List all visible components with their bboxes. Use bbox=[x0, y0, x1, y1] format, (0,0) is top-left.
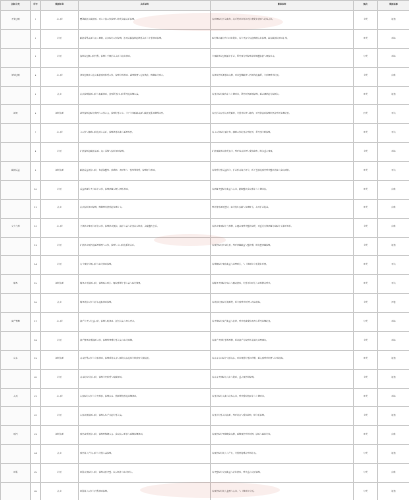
cell-relation: 运行指标的统计范围与口径定义，说明计算公式、分子分母取数来源与数据更新周期等内容。 bbox=[79, 105, 211, 124]
cell-relation: 创新投入口径与归集规则说明。 bbox=[79, 482, 211, 500]
cell-value: 按项目统计检查结果，列示问题数量与整改率，附典型问题说明。 bbox=[211, 237, 354, 256]
cell-frequency: 月度 bbox=[354, 199, 378, 218]
cell-index: 12 bbox=[31, 218, 41, 237]
cell-tag: 扩展 bbox=[41, 29, 79, 48]
header-cell: 数据标签 bbox=[41, 1, 79, 11]
header-cell: 序号 bbox=[31, 1, 41, 11]
cell-category: 规划层级 bbox=[1, 67, 31, 86]
cell-frequency: 月度 bbox=[354, 388, 378, 407]
cell-value: 按项目统计里程碑完成率，延期项目列示原因、影响与追赶计划。 bbox=[211, 426, 354, 445]
cell-category bbox=[1, 445, 31, 464]
cell-frequency: 季度 bbox=[354, 11, 378, 30]
header-cell: 数据来源 bbox=[378, 1, 409, 11]
cell-relation: 资产使用效率指标口径，说明利用率计算方法与统计周期。 bbox=[79, 331, 211, 350]
cell-value: 按规划目标测算达成率，对比基期数值与目标值的偏差，分区域列示结果。 bbox=[211, 67, 354, 86]
cell-source: 报表 bbox=[378, 86, 409, 105]
cell-index: 7 bbox=[31, 124, 41, 143]
cell-frequency: 月度 bbox=[354, 256, 378, 275]
table-row bbox=[1, 313, 409, 332]
table-row bbox=[1, 29, 409, 48]
cell-frequency: 季度 bbox=[354, 218, 378, 237]
cell-value: 按类型统计成果数量与转化情况，列示重点成果说明。 bbox=[211, 464, 354, 483]
cell-tag: 扩展 bbox=[41, 237, 79, 256]
cell-index: 5 bbox=[31, 86, 41, 105]
cell-index: 21 bbox=[31, 388, 41, 407]
cell-value: 按部门统计人数与结构占比，列示变动情况并与上期对比。 bbox=[211, 388, 354, 407]
cell-frequency: 年度 bbox=[354, 48, 378, 67]
table-row bbox=[1, 180, 409, 199]
cell-relation: 人员统计口径与分类标准，说明在岗、借调等情形的处理规则。 bbox=[79, 388, 211, 407]
cell-index: 19 bbox=[31, 350, 41, 369]
cell-index: 9 bbox=[31, 162, 41, 181]
cell-tag: 主口径 bbox=[41, 124, 79, 143]
cell-index: 25 bbox=[31, 464, 41, 483]
cell-source: 报表 bbox=[378, 11, 409, 30]
cell-index: 2 bbox=[31, 29, 41, 48]
cell-index: 10 bbox=[31, 180, 41, 199]
cell-value: 按评价结果统计满意度，低分项列示原因与改进措施。 bbox=[211, 294, 354, 313]
cell-source: 系统 bbox=[378, 313, 409, 332]
cell-relation: 项目进度评价口径，说明里程碑定义、完成认定标准与延期处理规则。 bbox=[79, 426, 211, 445]
cell-frequency: 季度 bbox=[354, 67, 378, 86]
cell-source: 系统 bbox=[378, 29, 409, 48]
table-row bbox=[1, 482, 409, 500]
cell-value: 按成本中心统计实际成本，对比预算计算执行率，超支项列示原因与控制措施。 bbox=[211, 350, 354, 369]
cell-source: 问卷 bbox=[378, 294, 409, 313]
table-row bbox=[1, 218, 409, 237]
cell-frequency: 月度 bbox=[354, 162, 378, 181]
cell-source: 系统 bbox=[378, 331, 409, 350]
table-row bbox=[1, 256, 409, 275]
cell-value: 按等级统计事件数量与处置时长，与上期对比分析变化原因。 bbox=[211, 256, 354, 275]
cell-index: 17 bbox=[31, 313, 41, 332]
table-row bbox=[1, 162, 409, 181]
cell-category bbox=[1, 199, 31, 218]
cell-value: 按类别统计资产数量与价值，列示增减变动及盘点差异处理结果。 bbox=[211, 313, 354, 332]
cell-value: 按日汇总后形成月度数值，计算平均值与峰值，对异常波动说明原因并列示处理结果。 bbox=[211, 105, 354, 124]
cell-value: 按项目统计投入金额与占比，与上期对比分析。 bbox=[211, 482, 354, 500]
cell-relation: 补充说明指标口径与取数规则，涉及跨部门口径差异的处理办法。 bbox=[79, 86, 211, 105]
cell-frequency: 年度 bbox=[354, 464, 378, 483]
header-cell: 指标分类 bbox=[1, 1, 31, 11]
cell-source: 报表 bbox=[378, 369, 409, 388]
cell-frequency: 月度 bbox=[354, 350, 378, 369]
cell-index: 15 bbox=[31, 275, 41, 294]
cell-relation: 主口径与辅助口径的对应关系，说明换算系数与适用场景。 bbox=[79, 124, 211, 143]
cell-tag: 主口径 bbox=[41, 388, 79, 407]
cell-source: 系统 bbox=[378, 388, 409, 407]
cell-relation: 规划层级对应的主数据项及维度口径，说明分组规则、适用范围与边界条件，明确统计时点。 bbox=[79, 67, 211, 86]
cell-tag: 补充 bbox=[41, 199, 79, 218]
table-body bbox=[1, 11, 409, 500]
cell-category: 创新 bbox=[1, 464, 31, 483]
cell-category: 运营 bbox=[1, 105, 31, 124]
cell-source: 报表 bbox=[378, 350, 409, 369]
cell-tag: 补充 bbox=[41, 294, 79, 313]
table-row bbox=[1, 426, 409, 445]
cell-tag: 主口径 bbox=[41, 313, 79, 332]
cell-relation: 项目投入产出口径与计算方法说明。 bbox=[79, 445, 211, 464]
cell-index: 11 bbox=[31, 199, 41, 218]
cell-relation: 成本归集口径与分摊规则，说明直接成本与间接成本的划分标准及分摊依据。 bbox=[79, 350, 211, 369]
table-row bbox=[1, 105, 409, 124]
cell-relation: 扩展指标的数据来源、加工流程与校验规则说明。 bbox=[79, 143, 211, 162]
cell-value: 按主口径统计累计值，辅助口径结果并列展示，差异部分附说明。 bbox=[211, 124, 354, 143]
cell-category bbox=[1, 48, 31, 67]
cell-category bbox=[1, 124, 31, 143]
cell-source: 平台 bbox=[378, 275, 409, 294]
cell-value: 按检查事项统计合规率，未通过项列示整改进度，对重复出现问题单独统计并提示风险。 bbox=[211, 218, 354, 237]
cell-source: 报表 bbox=[378, 407, 409, 426]
cell-index: 16 bbox=[31, 294, 41, 313]
table-row bbox=[1, 331, 409, 350]
cell-tag: 主口径 bbox=[41, 67, 79, 86]
cell-value: 按项目统计投入与产出，计算回报率并列示排名。 bbox=[211, 445, 354, 464]
cell-category: 成本 bbox=[1, 350, 31, 369]
cell-value: 统计期内累计值与同比变化，按分类拆分后的明细占比说明，缺失数据按规则补齐。 bbox=[211, 29, 354, 48]
cell-value: 按区域统计汇总数值，按季度对比环比增长率变化情况与结构占比。 bbox=[211, 11, 354, 30]
cell-source: 平台 bbox=[378, 124, 409, 143]
cell-value: 按问题类型统计数量与占比，跟踪整改完成率并与上期比较。 bbox=[211, 180, 354, 199]
cell-frequency: 年度 bbox=[354, 313, 378, 332]
cell-source: 台账 bbox=[378, 199, 409, 218]
cell-index: 24 bbox=[31, 445, 41, 464]
cell-frequency: 月度 bbox=[354, 426, 378, 445]
cell-relation: 覆盖数据主数据项、对应字段口径说明与维度关联关系说明。 bbox=[79, 11, 211, 30]
cell-frequency: 年度 bbox=[354, 445, 378, 464]
cell-relation: 扩展检查项目的适用范围与口径，说明与主口径的衔接关系。 bbox=[79, 237, 211, 256]
table-row bbox=[1, 67, 409, 86]
cell-category: 资产管理 bbox=[1, 313, 31, 332]
table-row bbox=[1, 407, 409, 426]
cell-index: 3 bbox=[31, 48, 41, 67]
cell-index: 22 bbox=[31, 407, 41, 426]
cell-value: 分项数值按层级累计汇总，差异项单列说明并附调整依据与审核记录。 bbox=[211, 48, 354, 67]
cell-frequency: 季度 bbox=[354, 294, 378, 313]
cell-tag: 扩展 bbox=[41, 331, 79, 350]
cell-tag: 补充 bbox=[41, 445, 79, 464]
cell-source: 系统 bbox=[378, 48, 409, 67]
cell-index: 1 bbox=[31, 11, 41, 30]
cell-relation: 质量问题分类与统计口径，说明问题定级与闭环规则。 bbox=[79, 180, 211, 199]
cell-category bbox=[1, 294, 31, 313]
cell-value: 按维度计算质量得分，汇总形成综合评分，低于基准的项目列示整改措施与完成时限。 bbox=[211, 162, 354, 181]
cell-tag: 运行指标 bbox=[41, 350, 79, 369]
table-row bbox=[1, 275, 409, 294]
cell-index: 8 bbox=[31, 143, 41, 162]
cell-category: 安全合规 bbox=[1, 218, 31, 237]
header-cell: 关系说明 bbox=[79, 1, 211, 11]
cell-value: 按服务类别统计响应与解决情况，计算平均时长与达标率并列示。 bbox=[211, 275, 354, 294]
cell-index: 18 bbox=[31, 331, 41, 350]
cell-index: 23 bbox=[31, 426, 41, 445]
cell-tag: 扩展 bbox=[41, 143, 79, 162]
cell-frequency: 季度 bbox=[354, 407, 378, 426]
table-row bbox=[1, 294, 409, 313]
cell-frequency: 月度 bbox=[354, 86, 378, 105]
cell-category bbox=[1, 29, 31, 48]
cell-value: 例外情形逐项登记，统计发生次数与处理时长，按月汇总报送。 bbox=[211, 199, 354, 218]
cell-category: 开发层级 bbox=[1, 11, 31, 30]
cell-source: 台账 bbox=[378, 180, 409, 199]
cell-value: 按部门计算人均指标，列示排名与变化趋势，附分析说明。 bbox=[211, 407, 354, 426]
cell-frequency: 日度 bbox=[354, 105, 378, 124]
cell-category bbox=[1, 237, 31, 256]
cell-source: 台账 bbox=[378, 464, 409, 483]
cell-frequency: 月度 bbox=[354, 124, 378, 143]
cell-tag: 运行指标 bbox=[41, 162, 79, 181]
table-row bbox=[1, 11, 409, 30]
cell-category bbox=[1, 482, 31, 500]
cell-category bbox=[1, 143, 31, 162]
cell-tag: 扩展 bbox=[41, 48, 79, 67]
cell-relation: 服务评价口径与样本选取规则说明。 bbox=[79, 294, 211, 313]
cell-value: 按成本类别统计占比与变动，重点项目附说明。 bbox=[211, 369, 354, 388]
cell-source: 系统 bbox=[378, 143, 409, 162]
cell-source: 平台 bbox=[378, 256, 409, 275]
cell-frequency: 月度 bbox=[354, 275, 378, 294]
cell-index: 26 bbox=[31, 482, 41, 500]
cell-tag: 主口径 bbox=[41, 218, 79, 237]
table-row bbox=[1, 237, 409, 256]
cell-relation: 资产分类与计量口径，说明入账规则、折旧方法与盘点要求。 bbox=[79, 313, 211, 332]
cell-source: 台账 bbox=[378, 67, 409, 86]
cell-relation: 合规检查事项与评价口径，说明检查频次、抽样方法与结果认定标准，关联整改责任。 bbox=[79, 218, 211, 237]
cell-tag: 扩展 bbox=[41, 256, 79, 275]
cell-index: 14 bbox=[31, 256, 41, 275]
cell-source: 平台 bbox=[378, 105, 409, 124]
header-cell: 数值说明 bbox=[211, 1, 354, 11]
cell-category: 数据质量 bbox=[1, 162, 31, 181]
cell-category bbox=[1, 180, 31, 199]
cell-frequency: 年度 bbox=[354, 482, 378, 500]
table-row bbox=[1, 369, 409, 388]
cell-tag: 运行指标 bbox=[41, 275, 79, 294]
cell-value: 按部门统计数值并与上期对比，差异原因逐项说明，超过阈值的单独标注。 bbox=[211, 86, 354, 105]
cell-frequency: 季度 bbox=[354, 237, 378, 256]
cell-relation: 数据质量评价口径，包括完整性、准确性、及时性与一致性等维度，说明评分规则。 bbox=[79, 162, 211, 181]
cell-tag: 补充 bbox=[41, 482, 79, 500]
cell-index: 6 bbox=[31, 105, 41, 124]
cell-tag: 运行指标 bbox=[41, 426, 79, 445]
table-row bbox=[1, 86, 409, 105]
cell-source: 报表 bbox=[378, 445, 409, 464]
table-row bbox=[1, 124, 409, 143]
cell-tag: 运行指标 bbox=[41, 105, 79, 124]
table-row bbox=[1, 199, 409, 218]
cell-category: 人员 bbox=[1, 388, 31, 407]
cell-source: 报表 bbox=[378, 482, 409, 500]
cell-category bbox=[1, 331, 31, 350]
cell-relation: 成本结构分析口径，说明分类维度与取数规则。 bbox=[79, 369, 211, 388]
cell-category bbox=[1, 369, 31, 388]
cell-category bbox=[1, 407, 31, 426]
cell-relation: 指标按层级口径归集，说明上下级汇总关系与校验规则。 bbox=[79, 48, 211, 67]
cell-frequency: 月度 bbox=[354, 180, 378, 199]
table-header-row bbox=[1, 1, 409, 11]
cell-value: 扩展项数值按维度拆分，列示构成比例与变动趋势，附注重点事项。 bbox=[211, 143, 354, 162]
cell-category bbox=[1, 256, 31, 275]
cell-frequency: 季度 bbox=[354, 331, 378, 350]
cell-tag: 扩展 bbox=[41, 180, 79, 199]
cell-tag: 补充 bbox=[41, 86, 79, 105]
cell-relation: 安全事件分级口径与统计规则说明。 bbox=[79, 256, 211, 275]
cell-category: 服务 bbox=[1, 275, 31, 294]
cell-relation: 补充校验规则说明，明确例外情形的处理方式。 bbox=[79, 199, 211, 218]
cell-tag: 扩展 bbox=[41, 464, 79, 483]
cell-source: 报表 bbox=[378, 237, 409, 256]
cell-source: 平台 bbox=[378, 162, 409, 181]
cell-value: 按资产类别计算利用率，低效资产单独列示并提出处置建议。 bbox=[211, 331, 354, 350]
cell-frequency: 季度 bbox=[354, 143, 378, 162]
cell-source: 台账 bbox=[378, 218, 409, 237]
cell-source: 台账 bbox=[378, 426, 409, 445]
table-row bbox=[1, 445, 409, 464]
table-row bbox=[1, 350, 409, 369]
cell-index: 4 bbox=[31, 67, 41, 86]
cell-index: 13 bbox=[31, 237, 41, 256]
table-row bbox=[1, 464, 409, 483]
cell-tag: 扩展 bbox=[41, 407, 79, 426]
header-cell: 频次 bbox=[354, 1, 378, 11]
cell-relation: 人员效能指标口径，说明人均产出的计算方法。 bbox=[79, 407, 211, 426]
cell-relation: 数据采集来源与加工逻辑，补充统计口径说明，涉及关联指标的换算关系与计算规则说明。 bbox=[79, 29, 211, 48]
table-row bbox=[1, 388, 409, 407]
table-row bbox=[1, 143, 409, 162]
cell-category: 项目 bbox=[1, 426, 31, 445]
cell-tag: 扩展 bbox=[41, 369, 79, 388]
cell-relation: 创新成果统计口径，说明成果类型、认定标准与统计时点。 bbox=[79, 464, 211, 483]
cell-index: 20 bbox=[31, 369, 41, 388]
table-row bbox=[1, 48, 409, 67]
cell-tag: 主口径 bbox=[41, 11, 79, 30]
cell-relation: 服务水平指标口径，说明响应时长、解决率等计算方法与统计范围。 bbox=[79, 275, 211, 294]
cell-category bbox=[1, 86, 31, 105]
cell-frequency: 季度 bbox=[354, 369, 378, 388]
cell-frequency: 月度 bbox=[354, 29, 378, 48]
